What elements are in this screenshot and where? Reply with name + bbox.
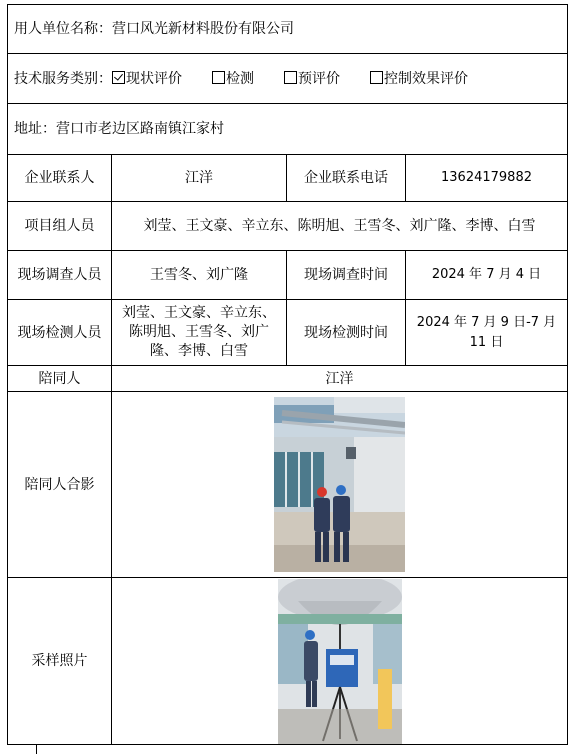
option-testing[interactable] bbox=[212, 69, 254, 89]
testing-time-label: 现场检测时间 bbox=[287, 300, 406, 366]
option-label: 检测 bbox=[226, 70, 254, 87]
service-row bbox=[8, 54, 568, 104]
checkbox-icon[interactable] bbox=[370, 71, 383, 84]
group-photo-cell bbox=[112, 392, 568, 578]
contact-row bbox=[8, 155, 568, 202]
survey-row bbox=[8, 251, 568, 300]
option-label: 预评价 bbox=[298, 70, 340, 87]
accompany-label: 陪同人 bbox=[8, 366, 112, 392]
address-value: 营口市老边区路南镇江家村 bbox=[56, 121, 224, 137]
contact-phone-label: 企业联系电话 bbox=[287, 155, 406, 202]
contact-person-label: 企业联系人 bbox=[8, 155, 112, 202]
group-photo-label: 陪同人合影 bbox=[8, 392, 112, 578]
testing-row bbox=[8, 300, 568, 366]
address-row bbox=[8, 104, 568, 155]
unit-cell bbox=[8, 5, 568, 54]
survey-staff-label: 现场调查人员 bbox=[8, 251, 112, 300]
sample-photo bbox=[278, 579, 402, 744]
option-control-effect[interactable] bbox=[370, 69, 468, 89]
team-row bbox=[8, 202, 568, 251]
sampler-device-icon bbox=[326, 649, 358, 687]
survey-time-label: 现场调查时间 bbox=[287, 251, 406, 300]
helmet-blue-icon bbox=[336, 485, 346, 495]
testing-time-value: 2024 年 7 月 9 日-7 月 11 日 bbox=[406, 300, 568, 366]
sample-photo-label: 采样照片 bbox=[8, 578, 112, 745]
unit-label: 用人单位名称： bbox=[14, 21, 112, 37]
service-label: 技术服务类别： bbox=[14, 70, 112, 87]
testing-staff-value: 刘莹、王文豪、辛立东、陈明旭、王雪冬、刘广隆、李博、白雪 bbox=[112, 300, 287, 366]
sample-photo-cell bbox=[112, 578, 568, 745]
option-status-evaluation[interactable] bbox=[112, 69, 182, 89]
contact-phone-value: 13624179882 bbox=[406, 155, 568, 202]
option-label: 现状评价 bbox=[126, 70, 182, 87]
option-pre-evaluation[interactable] bbox=[284, 69, 340, 89]
accompany-row bbox=[8, 366, 568, 392]
text-cursor bbox=[36, 744, 37, 754]
checked-box-icon[interactable] bbox=[112, 71, 125, 84]
checkbox-icon[interactable] bbox=[284, 71, 297, 84]
address-label: 地址： bbox=[14, 121, 56, 137]
option-label: 控制效果评价 bbox=[384, 70, 468, 87]
accompany-value: 江洋 bbox=[112, 366, 568, 392]
team-label: 项目组人员 bbox=[8, 202, 112, 251]
info-table bbox=[7, 4, 568, 745]
helmet-red-icon bbox=[317, 487, 327, 497]
testing-staff-label: 现场检测人员 bbox=[8, 300, 112, 366]
survey-time-value: 2024 年 7 月 4 日 bbox=[406, 251, 568, 300]
sample-photo-row bbox=[8, 578, 568, 745]
survey-staff-value: 王雪冬、刘广隆 bbox=[112, 251, 287, 300]
service-cell bbox=[8, 54, 568, 104]
checkbox-icon[interactable] bbox=[212, 71, 225, 84]
unit-value: 营口风光新材料股份有限公司 bbox=[112, 21, 294, 37]
contact-person-value: 江洋 bbox=[112, 155, 287, 202]
address-cell bbox=[8, 104, 568, 155]
group-photo bbox=[274, 397, 405, 572]
unit-row bbox=[8, 5, 568, 54]
team-value: 刘莹、王文豪、辛立东、陈明旭、王雪冬、刘广隆、李博、白雪 bbox=[112, 202, 568, 251]
group-photo-row bbox=[8, 392, 568, 578]
